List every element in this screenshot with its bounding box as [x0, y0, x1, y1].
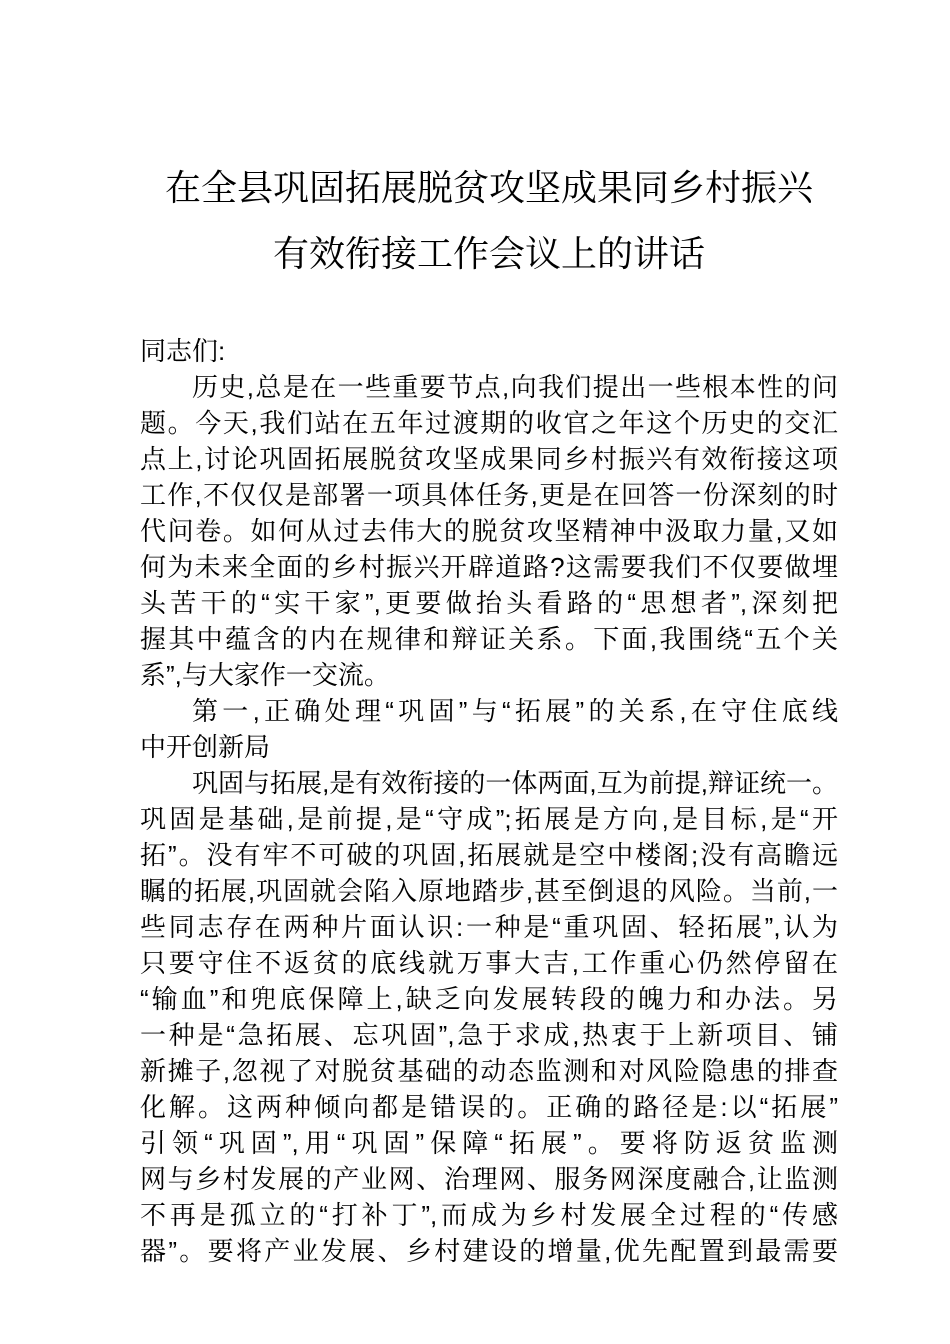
document-text-line: 瞩的拓展,巩固就会陷入原地踏步,甚至倒退的风险。当前,一: [140, 876, 838, 906]
document-text-line: 题。今天,我们站在五年过渡期的收官之年这个历史的交汇: [140, 408, 838, 438]
document-text-line: 巩固与拓展,是有效衔接的一体两面,互为前提,辩证统一。: [192, 768, 838, 798]
document-text-line: 头苦干的“实干家”,更要做抬头看路的“思想者”,深刻把: [140, 588, 838, 618]
document-title-line: 在全县巩固拓展脱贫攻坚成果同乡村振兴: [164, 167, 813, 208]
document-body: [140, 333, 838, 1269]
document-title-line: 有效衔接工作会议上的讲话: [272, 233, 705, 274]
document-text-line: 巩固是基础,是前提,是“守成”;拓展是方向,是目标,是“开: [140, 804, 838, 834]
document-text-line: 握其中蕴含的内在规律和辩证关系。下面,我围绕“五个关: [140, 624, 838, 654]
document-text-line: 同志们:: [140, 336, 226, 366]
document-text-line: 何为未来全面的乡村振兴开辟道路?这需要我们不仅要做埋: [140, 552, 838, 582]
document-text-line: 器”。要将产业发展、乡村建设的增量,优先配置到最需要: [140, 1236, 838, 1266]
document-text-line: 一种是“急拓展、忘巩固”,急于求成,热衷于上新项目、铺: [140, 1020, 838, 1050]
document-text-line: 拓”。没有牢不可破的巩固,拓展就是空中楼阁;没有高瞻远: [140, 840, 838, 870]
document-text-line: 代问卷。如何从过去伟大的脱贫攻坚精神中汲取力量,又如: [140, 516, 838, 546]
document-text-line: 网与乡村发展的产业网、治理网、服务网深度融合,让监测: [140, 1164, 838, 1194]
document-text-line: 系”,与大家作一交流。: [140, 660, 390, 690]
document-text-line: 点上,讨论巩固拓展脱贫攻坚成果同乡村振兴有效衔接这项: [140, 444, 838, 474]
document-text-line: 新摊子,忽视了对脱贫基础的动态监测和对风险隐患的排查: [140, 1056, 838, 1086]
document-text-line: 化解。这两种倾向都是错误的。正确的路径是:以“拓展”: [140, 1092, 838, 1122]
document-title: [140, 155, 838, 287]
document-text-line: 工作,不仅仅是部署一项具体任务,更是在回答一份深刻的时: [140, 480, 838, 510]
document-text-line: 历史,总是在一些重要节点,向我们提出一些根本性的问: [192, 372, 838, 402]
document-text-line: 不再是孤立的“打补丁”,而成为乡村发展全过程的“传感: [140, 1200, 838, 1230]
document-text-line: 第一,正确处理“巩固”与“拓展”的关系,在守住底线: [192, 696, 838, 726]
document-text-line: 引领“巩固”,用“巩固”保障“拓展”。要将防返贫监测: [140, 1128, 838, 1158]
document-text-line: “输血”和兜底保障上,缺乏向发展转段的魄力和办法。另: [140, 984, 838, 1014]
document-text-line: 些同志存在两种片面认识:一种是“重巩固、轻拓展”,认为: [140, 912, 838, 942]
document-text-line: 中开创新局: [140, 732, 271, 762]
document-text-line: 只要守住不返贫的底线就万事大吉,工作重心仍然停留在: [140, 948, 838, 978]
